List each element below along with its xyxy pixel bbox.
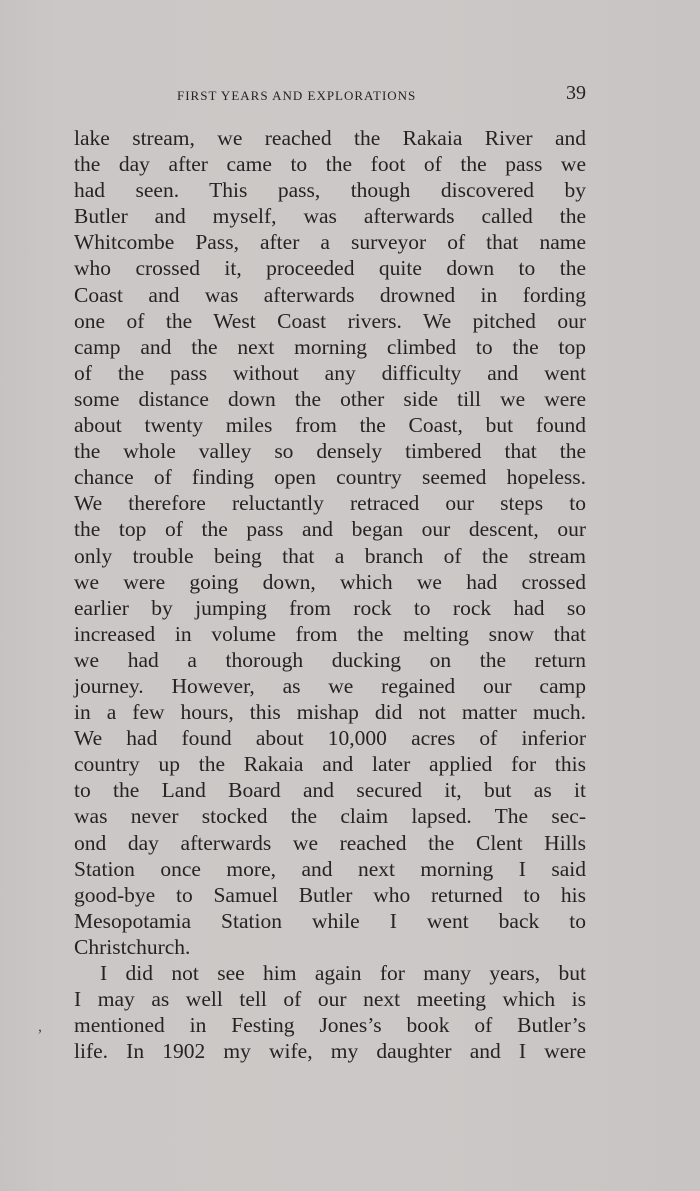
text-line: about twenty miles from the Coast, but found: [74, 413, 586, 438]
text-line: I may as well tell of our next meeting which is: [74, 987, 586, 1012]
text-line: chance of finding open country seemed hopeless.: [74, 465, 586, 490]
text-line: Butler and myself, was afterwards called the: [74, 204, 586, 229]
text-line: Mesopotamia Station while I went back to: [74, 908, 586, 933]
page-header: [75, 80, 586, 110]
text-line: the whole valley so densely timbered that the: [74, 439, 586, 464]
margin-mark: ,: [38, 1018, 42, 1035]
text-line: We had found about 10,000 acres of inferior: [74, 726, 586, 751]
text-line: the day after came to the foot of the pass we: [74, 152, 586, 177]
text-line: Coast and was afterwards drowned in fording: [74, 282, 586, 307]
text-line: We therefore reluctantly retraced our steps to: [74, 491, 586, 516]
text-line: Station once more, and next morning I said: [74, 856, 586, 881]
text-line: to the Land Board and secured it, but as it: [74, 778, 586, 803]
text-line: had seen. This pass, though discovered by: [74, 178, 586, 203]
text-line: good-bye to Samuel Butler who returned to his: [74, 882, 586, 907]
text-line: only trouble being that a branch of the stream: [74, 543, 586, 568]
text-line: Whitcombe Pass, after a surveyor of that name: [74, 230, 586, 255]
text-line: earlier by jumping from rock to rock had so: [74, 595, 586, 620]
text-line: journey. However, as we regained our camp: [74, 673, 586, 698]
text-line: in a few hours, this mishap did not matter much.: [74, 700, 586, 725]
text-line: the top of the pass and began our descent, our: [74, 517, 586, 542]
text-line: country up the Rakaia and later applied for this: [74, 752, 586, 777]
text-line: who crossed it, proceeded quite down to the: [74, 256, 586, 281]
text-line: of the pass without any difficulty and went: [74, 360, 586, 385]
page-number: 39: [566, 82, 586, 104]
text-line: was never stocked the claim lapsed. The sec-: [74, 804, 586, 829]
text-line: ond day afterwards we reached the Clent Hills: [74, 830, 586, 855]
text-line: some distance down the other side till we were: [74, 386, 586, 411]
text-line: lake stream, we reached the Rakaia River and: [74, 126, 586, 150]
text-line: life. In 1902 my wife, my daughter and I were: [74, 1039, 586, 1064]
running-head: FIRST YEARS AND EXPLORATIONS: [177, 88, 417, 103]
text-line: mentioned in Festing Jones’s book of Butler’s: [74, 1013, 586, 1038]
paragraph-start-line: I did not see him again for many years, but: [100, 961, 586, 985]
text-line: increased in volume from the melting snow that: [74, 621, 586, 646]
text-line: one of the West Coast rivers. We pitched our: [74, 308, 586, 333]
text-line: camp and the next morning climbed to the top: [74, 334, 586, 359]
text-line: we were going down, which we had crossed: [74, 569, 586, 594]
body-text: [74, 125, 586, 1064]
paragraph-end-line: Christchurch.: [74, 934, 191, 959]
text-line: we had a thorough ducking on the return: [74, 647, 586, 672]
